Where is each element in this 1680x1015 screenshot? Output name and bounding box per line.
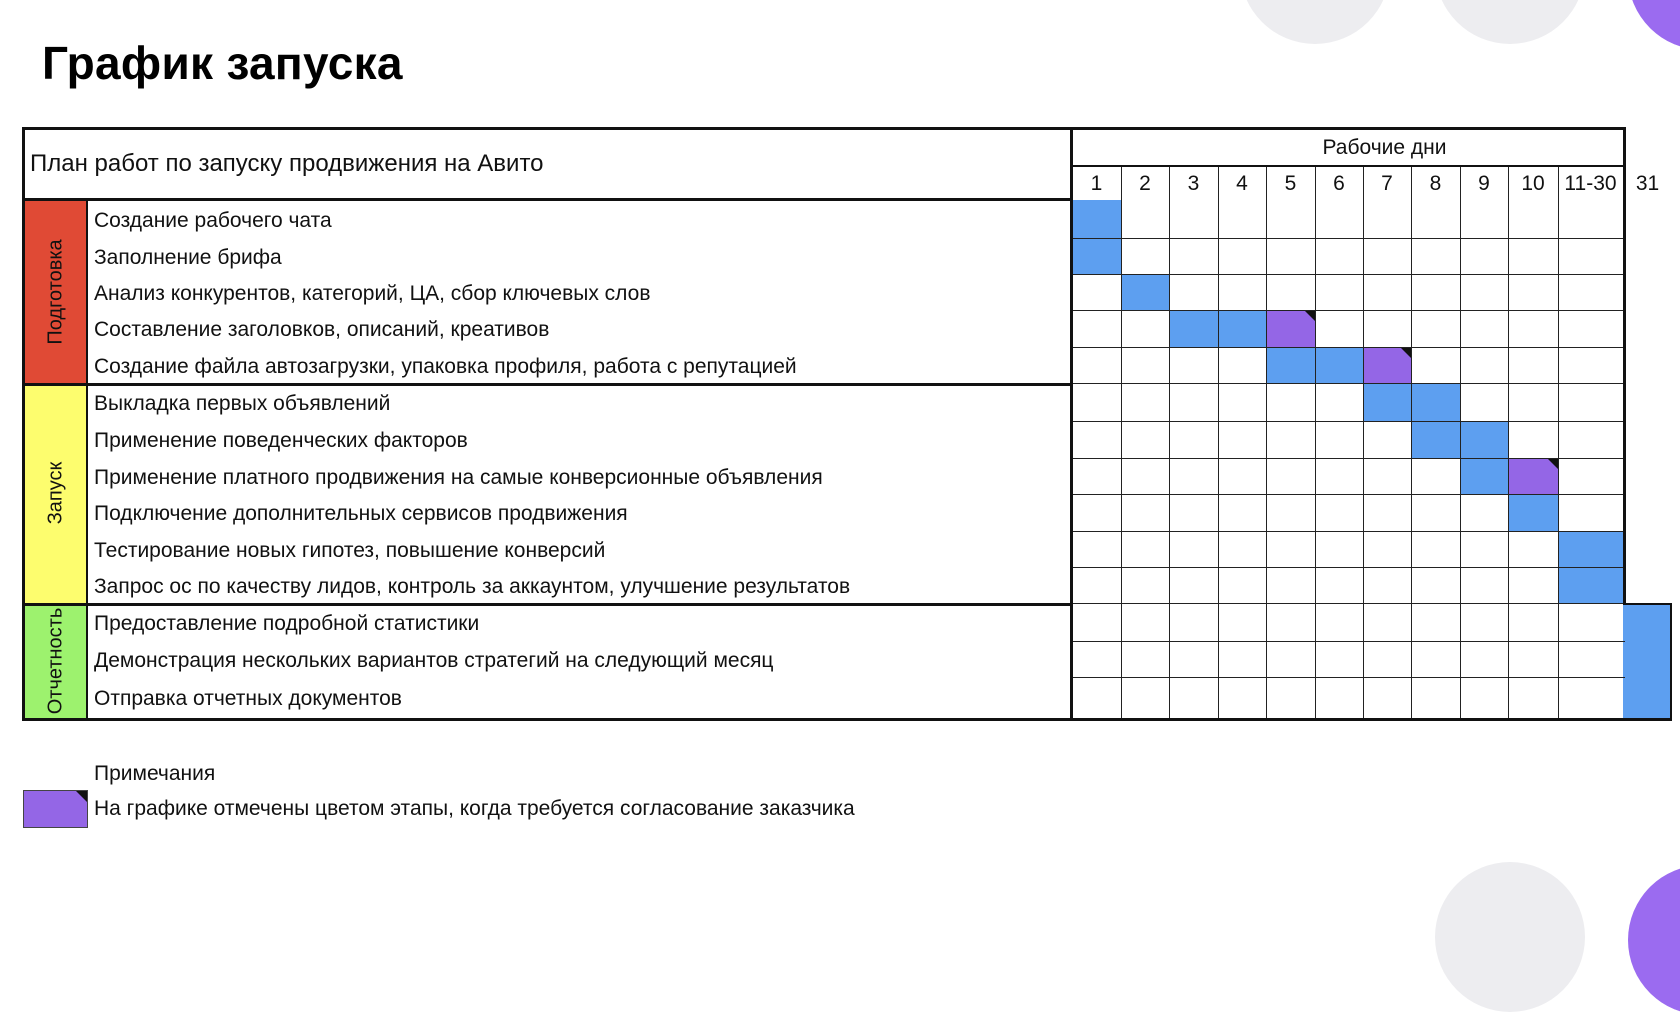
approval-corner-mark xyxy=(1547,458,1558,469)
task-label: Запрос ос по качеству лидов, контроль за аккаунтом, улучшение результатов xyxy=(94,574,851,598)
legend-corner-mark xyxy=(76,791,87,802)
day-header: 3 xyxy=(1187,172,1200,195)
gantt-cell-active xyxy=(1460,458,1508,494)
grid-row-line xyxy=(1072,421,1625,422)
notes-text: На графике отмечены цветом этапы, когда требуется согласование заказчика xyxy=(94,797,855,820)
day-header: 10 xyxy=(1521,172,1545,195)
grid-row-line xyxy=(1072,603,1625,604)
grid-row-line xyxy=(1072,310,1625,311)
gantt-cell-active xyxy=(1460,421,1508,458)
day-header: 5 xyxy=(1284,172,1297,195)
gantt-cell-active xyxy=(1411,421,1460,458)
gantt-cell-approval xyxy=(1363,347,1411,383)
grid-row-line xyxy=(1072,458,1625,459)
day-header: 7 xyxy=(1381,172,1393,195)
gantt-cell-active xyxy=(1558,567,1623,603)
gantt-cell-active xyxy=(1558,531,1623,567)
day-header: 8 xyxy=(1429,172,1442,195)
decor-circle-purple xyxy=(1628,865,1680,1015)
task-label: Демонстрация нескольких вариантов стратегий на следующий месяц xyxy=(94,648,774,672)
plan-title: План работ по запуску продвижения на Авито xyxy=(30,150,544,177)
gantt-cell-active xyxy=(1315,347,1363,383)
frame-top xyxy=(22,127,1625,130)
phase-separator xyxy=(22,603,1072,606)
phase-separator xyxy=(22,383,1072,386)
phase-label: Отчетность xyxy=(44,607,66,714)
decor-circle-purple xyxy=(1628,0,1680,50)
notes-label: Примечания xyxy=(94,762,216,785)
task-label: Применение платного продвижения на самые конверсионные объявления xyxy=(94,465,823,489)
gantt-cell-active xyxy=(1508,494,1558,531)
gantt-cell-active xyxy=(1623,603,1672,641)
day-header: 4 xyxy=(1236,172,1248,195)
day-header: 6 xyxy=(1333,172,1345,195)
task-label: Создание рабочего чата xyxy=(94,208,332,232)
grid-row-line xyxy=(1072,494,1625,495)
grid-col-line xyxy=(1363,165,1364,718)
grid-col-line xyxy=(1266,165,1267,718)
task-label: Применение поведенческих факторов xyxy=(94,429,468,452)
task-label: Выкладка первых объявлений xyxy=(94,391,391,415)
gantt-cell-active xyxy=(1072,200,1121,238)
grid-col-line xyxy=(1218,165,1219,718)
days-header-line xyxy=(1072,165,1623,167)
day-header: 9 xyxy=(1478,172,1490,195)
gantt-cell-active xyxy=(1266,347,1315,383)
gantt-cell-active xyxy=(1623,641,1672,677)
frame-bottom xyxy=(22,718,1672,721)
grid-row-line xyxy=(1072,238,1625,239)
grid-row-line xyxy=(1072,677,1625,678)
decor-circle-gray xyxy=(1435,862,1585,1012)
phase-label: Подготовка xyxy=(44,238,66,345)
gantt-cell-approval xyxy=(1266,310,1315,347)
col31-right xyxy=(1670,603,1672,720)
grid-row-line xyxy=(1072,274,1625,275)
gantt-cell-active xyxy=(1169,310,1218,347)
grid-row-line xyxy=(1072,531,1625,532)
gantt-cell-active xyxy=(1623,677,1672,718)
phase-1 xyxy=(25,200,88,383)
phase-2 xyxy=(25,383,88,603)
grid-row-line xyxy=(1072,347,1625,348)
grid-row-line xyxy=(1072,567,1625,568)
grid-row-line xyxy=(1072,383,1625,384)
phase-3 xyxy=(25,603,88,718)
col31-top xyxy=(1623,603,1672,605)
header-bottom xyxy=(22,198,1072,201)
approval-corner-mark xyxy=(1304,310,1315,321)
day-header: 2 xyxy=(1139,172,1151,195)
task-label: Предоставление подробной статистики xyxy=(94,611,480,635)
task-label: Тестирование новых гипотез, повышение конверсий xyxy=(94,538,606,562)
phase-label: Запуск xyxy=(44,461,66,525)
grid-col-line xyxy=(1558,165,1559,718)
decor-circle-gray xyxy=(1240,0,1390,44)
frame-right xyxy=(1623,127,1626,605)
legend-swatch-approval xyxy=(23,790,88,828)
task-label: Анализ конкурентов, категорий, ЦА, сбор ключевых слов xyxy=(94,281,651,305)
page-title: График запуска xyxy=(42,37,403,89)
task-label: Отправка отчетных документов xyxy=(94,687,402,710)
approval-corner-mark xyxy=(1400,347,1411,358)
task-grid-separator xyxy=(1070,127,1073,720)
days-title: Рабочие дни xyxy=(1322,136,1447,159)
gantt-cell-active xyxy=(1218,310,1266,347)
gantt-cell-approval xyxy=(1508,458,1558,494)
day-header: 31 xyxy=(1635,172,1660,195)
gantt-cell-active xyxy=(1411,383,1460,421)
gantt-cell-active xyxy=(1121,274,1169,310)
grid-col-line xyxy=(1411,165,1412,718)
day-header: 1 xyxy=(1090,172,1103,195)
frame-left xyxy=(22,127,25,720)
task-label: Составление заголовков, описаний, креативов xyxy=(94,318,550,341)
grid-col-line xyxy=(1169,165,1170,718)
grid-col-line xyxy=(1315,165,1316,718)
grid-col-line xyxy=(1460,165,1461,718)
grid-row-line xyxy=(1072,641,1625,642)
task-label: Подключение дополнительных сервисов продвижения xyxy=(94,502,628,525)
grid-col-line xyxy=(1508,165,1509,718)
task-label: Заполнение брифа xyxy=(94,245,282,269)
day-header: 11-30 xyxy=(1564,172,1617,195)
gantt-cell-active xyxy=(1072,238,1121,274)
grid-col-line xyxy=(1121,165,1122,718)
task-label: Создание файла автозагрузки, упаковка профиля, работа с репутацией xyxy=(94,354,797,378)
decor-circle-gray xyxy=(1435,0,1585,44)
gantt-cell-active xyxy=(1363,383,1411,421)
